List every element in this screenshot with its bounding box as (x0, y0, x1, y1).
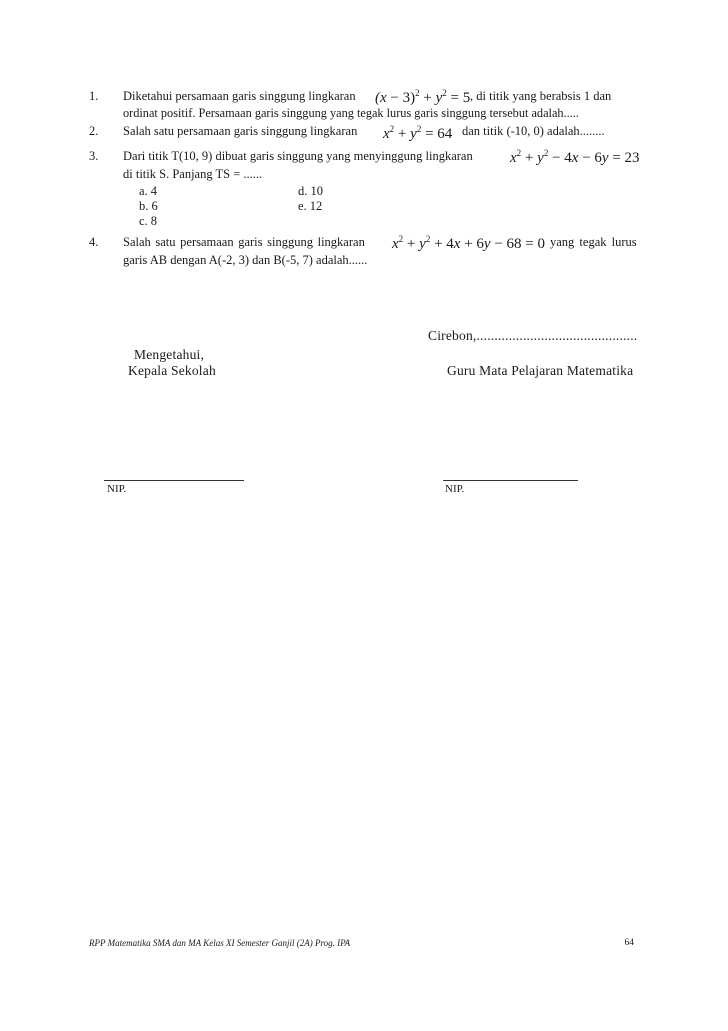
question-3-equation: $x^2 + y^2 - 4x - 6y = 23$ (510, 148, 640, 166)
question-4-line1-pre: Salah satu persamaan garis singgung lingkaran (123, 235, 365, 249)
question-1-line1-post: , di titik yang berabsis 1 dan (470, 89, 612, 103)
mengetahui-label: Mengetahui, (134, 347, 205, 362)
question-1-number: 1. (89, 89, 99, 103)
kepala-sekolah-label: Kepala Sekolah (128, 363, 216, 378)
question-1-line1-pre: Diketahui persamaan garis singgung lingkaran (123, 89, 356, 103)
right-nip: NIP. (445, 483, 465, 495)
question-3-option-d: d. 10 (298, 184, 323, 198)
question-2-line1-post: dan titik (-10, 0) adalah........ (462, 124, 605, 138)
guru-label: Guru Mata Pelajaran Matematika (447, 363, 634, 378)
question-2-number: 2. (89, 124, 99, 138)
question-1-line2: ordinat positif. Persamaan garis singgung yang tegak lurus garis singgung tersebut adalah..... (123, 106, 579, 120)
question-3-option-e: e. 12 (298, 199, 323, 213)
place-date: Cirebon,............................................. (428, 328, 638, 343)
question-4-line2: garis AB dengan A(-2, 3) dan B(-5, 7) adalah...... (123, 253, 368, 267)
question-1-equation: $(x - 3)^2 + y^2 = 5$ (375, 88, 471, 106)
question-2-equation: $x^2 + y^2 = 64$ (383, 124, 453, 142)
question-3-line1-text: Dari titik T(10, 9) dibuat garis singgung yang menyinggung lingkaran (123, 149, 473, 163)
right-signature-line (443, 480, 578, 481)
question-4-equation: $x^2 + y^2 + 4x + 6y - 68 = 0$ (392, 234, 546, 252)
question-3-option-c: c. 8 (139, 214, 158, 228)
question-2-line1-pre: Salah satu persamaan garis singgung lingkaran (123, 124, 358, 138)
left-signature-line (104, 480, 244, 481)
question-4-line1-post: yang tegak lurus (550, 235, 637, 249)
question-3-number: 3. (89, 149, 99, 163)
question-3-line2: di titik S. Panjang TS = ...... (123, 167, 263, 181)
question-4-number: 4. (89, 235, 99, 249)
left-nip: NIP. (107, 483, 127, 495)
question-3-option-b: b. 6 (139, 199, 158, 213)
page-number: 64 (624, 938, 634, 948)
question-3-option-a: a. 4 (139, 184, 158, 198)
question-3-line1-pre (123, 148, 501, 164)
footer-text: RPP Matematika SMA dan MA Kelas XI Semester Ganjil (2A) Prog. IPA (89, 938, 350, 948)
